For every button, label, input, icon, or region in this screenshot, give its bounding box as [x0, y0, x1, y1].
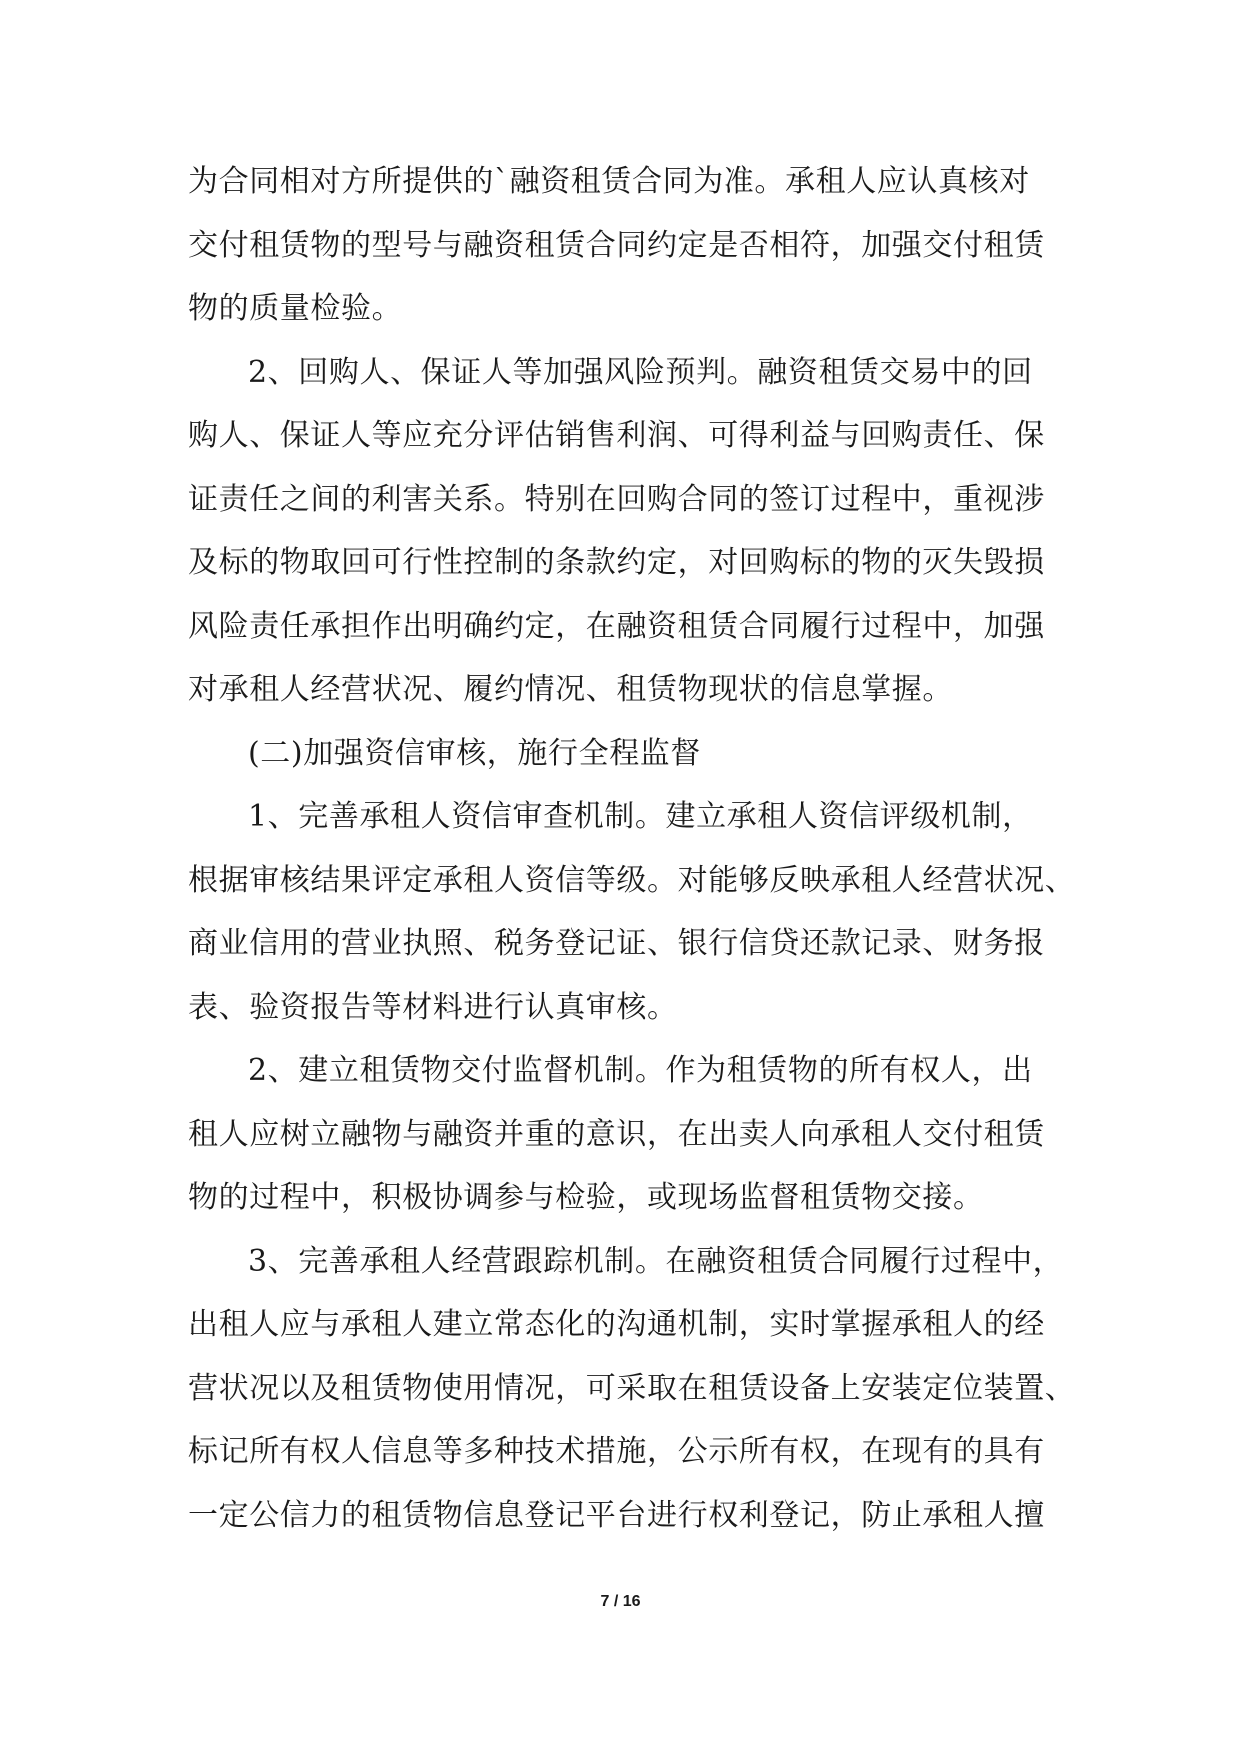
text-line: 对承租人经营状况、履约情况、租赁物现状的信息掌握。: [188, 672, 953, 707]
text-line: 标记所有权人信息等多种技术措施，公示所有权，在现有的具有: [188, 1434, 1045, 1469]
text-line: 风险责任承担作出明确约定，在融资租赁合同履行过程中，加强: [188, 608, 1045, 644]
text-line: 物的质量检验。: [188, 291, 403, 326]
document-body: [188, 150, 1076, 1547]
text-line: 商业信用的营业执照、税务登记证、银行信贷还款记录、财务报: [188, 926, 1045, 961]
text-line: 表、验资报告等材料进行认真审核。: [188, 989, 678, 1025]
text-line: 证责任之间的利害关系。特别在回购合同的签订过程中，重视涉: [188, 481, 1045, 517]
text-line: 交付租赁物的型号与融资租赁合同约定是否相符，加强交付租赁: [188, 227, 1045, 263]
text-line: 根据审核结果评定承租人资信等级。对能够反映承租人经营状况、: [188, 862, 1076, 898]
text-line: 物的过程中，积极协调参与检验，或现场监督租赁物交接。: [188, 1180, 984, 1215]
text-line: 一定公信力的租赁物信息登记平台进行权利登记，防止承租人擅: [188, 1497, 1045, 1533]
text-line: 为合同相对方所提供的`融资租赁合同为准。承租人应认真核对: [188, 164, 1030, 199]
text-line: 3、完善承租人经营跟踪机制。在融资租赁合同履行过程中，: [248, 1243, 1064, 1279]
text-line: 出租人应与承租人建立常态化的沟通机制，实时掌握承租人的经: [188, 1307, 1045, 1342]
section-heading: (二)加强资信审核，施行全程监督: [248, 735, 702, 771]
text-line: 租人应树立融物与融资并重的意识，在出卖人向承租人交付租赁: [188, 1116, 1045, 1152]
text-line: 及标的物取回可行性控制的条款约定，对回购标的物的灭失毁损: [188, 545, 1045, 580]
text-line: 2、建立租赁物交付监督机制。作为租赁物的所有权人，出: [248, 1053, 1033, 1088]
text-line: 营状况以及租赁物使用情况，可采取在租赁设备上安装定位装置、: [188, 1370, 1076, 1406]
page-number: 7 / 16: [600, 1593, 641, 1610]
text-line: 购人、保证人等应充分评估销售利润、可得利益与回购责任、保: [188, 418, 1045, 453]
text-line: 2、回购人、保证人等加强风险预判。融资租赁交易中的回: [248, 354, 1033, 390]
text-line: 1、完善承租人资信审查机制。建立承租人资信评级机制，: [248, 799, 1033, 834]
